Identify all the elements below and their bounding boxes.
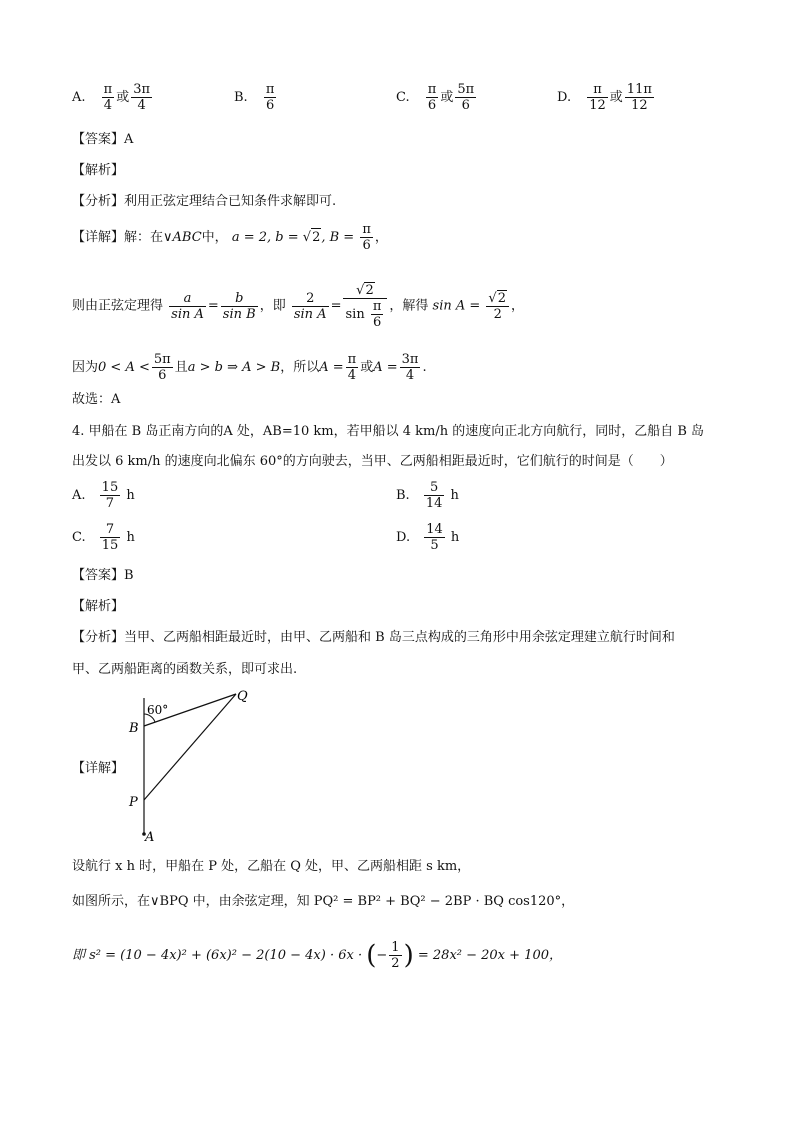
fraction xyxy=(486,290,509,322)
or-text: 或 xyxy=(440,90,454,105)
angle-label: 60° xyxy=(147,703,169,717)
q3-choose: 故选：A xyxy=(72,392,121,407)
equation: 即 s² = (10 − 4x)² + (6x)² − 2(10 − 4x) · 6x · xyxy=(72,948,363,963)
fraction xyxy=(292,291,329,322)
text: 【详解】解：在 xyxy=(72,230,164,245)
fraction xyxy=(152,352,173,383)
denominator: 5 xyxy=(430,538,439,553)
or-text: 或 xyxy=(116,90,130,105)
numerator: 5 xyxy=(424,480,445,496)
denominator: 12 xyxy=(631,98,648,113)
numerator: 15 xyxy=(101,480,119,495)
text: 或 xyxy=(360,360,374,375)
text: 且 xyxy=(174,360,188,375)
denominator: 14 xyxy=(425,496,443,511)
fraction xyxy=(587,82,608,113)
text: . xyxy=(422,360,427,375)
triangle: ∨ABC xyxy=(163,230,202,245)
q4-detail-heading: 【详解】 xyxy=(72,761,125,776)
numerator: √2 xyxy=(343,282,387,299)
paren: ( xyxy=(366,940,377,971)
q3-sine-line: 则由正弦定理得 $\frac{a}{\text{sin A}}$ = $\frac{b}{\text{sin B}}$ ，即 $\frac{2}{\text{sin A}}$ = √2 sin $\frac{\pi}{6}$ ，解得 sin A = $\frac{√2}{2}$ ， xyxy=(72,283,525,330)
label-p: P xyxy=(129,795,138,810)
unit: h xyxy=(126,530,135,545)
numerator: 5π xyxy=(457,82,475,97)
text: ，解得 xyxy=(389,298,429,314)
equation: A = xyxy=(319,360,344,375)
fraction xyxy=(360,222,373,253)
denominator: 6 xyxy=(427,98,437,113)
q4-analysis-heading: 【解析】 xyxy=(72,599,125,614)
denominator: sin A xyxy=(293,306,327,322)
sqrt: √2 xyxy=(302,230,321,245)
q4-option-c xyxy=(72,522,135,553)
option-label: C. xyxy=(72,530,86,545)
numerator: 14 xyxy=(426,522,443,537)
q4-option-d xyxy=(396,522,459,553)
numerator: 5π xyxy=(153,352,171,367)
numerator: 7 xyxy=(100,522,121,538)
label-b: B xyxy=(129,721,139,736)
text: 中， xyxy=(201,230,228,245)
numerator: π xyxy=(587,82,608,98)
triangle-figure xyxy=(120,684,260,846)
fraction xyxy=(264,82,277,113)
q4-fenxi-line-2: 甲、乙两船距离的函数关系，即可求出. xyxy=(72,662,298,677)
unit: h xyxy=(450,530,460,545)
numerator: π xyxy=(372,299,382,314)
equation: a = 2, b = xyxy=(231,230,303,245)
q3-answer: 【答案】A xyxy=(72,132,134,147)
text: ， xyxy=(374,230,388,245)
fraction xyxy=(343,282,387,330)
denominator: 4 xyxy=(103,98,113,113)
fraction xyxy=(424,480,445,511)
sqrt-arg: 2 xyxy=(312,230,321,245)
q4-option-a xyxy=(72,480,135,511)
numerator: b xyxy=(221,291,258,307)
q4-text-line-2: 出发以 6 km/h 的速度向北偏东 60°的方向驶去，当甲、乙两船相距最近时，它们航行的时间是（ ） xyxy=(72,454,673,469)
sqrt-arg: 2 xyxy=(497,291,506,306)
equation: , B = xyxy=(321,230,359,245)
numerator: π xyxy=(347,352,357,367)
numerator: π xyxy=(362,222,371,237)
option-label: B. xyxy=(396,488,410,503)
option-label: D. xyxy=(557,90,572,105)
q3-option-a xyxy=(72,82,154,113)
equation: a > b ⇒ A > B xyxy=(187,360,281,375)
denominator: sin A xyxy=(171,306,204,322)
q3-fenxi: 【分析】利用正弦定理结合已知条件求解即可. xyxy=(72,194,337,209)
fraction xyxy=(346,352,359,383)
q4-text-line-1: 4. 甲船在 B 岛正南方向的A 处，AB=10 km，若甲船以 4 km/h 的速度向正北方向航行，同时，乙船自 B 岛 xyxy=(72,424,705,439)
fraction xyxy=(426,82,439,113)
or-text: 或 xyxy=(609,90,623,105)
numerator: π xyxy=(427,82,437,97)
numerator: 1 xyxy=(391,940,400,955)
q3-option-d xyxy=(557,82,656,113)
q3-analysis-heading: 【解析】 xyxy=(72,163,125,178)
text: 因为 xyxy=(72,360,99,375)
denominator: 12 xyxy=(589,98,606,113)
paren: ) xyxy=(403,940,414,971)
denominator: 4 xyxy=(405,368,415,383)
label-q: Q xyxy=(237,689,248,704)
denominator: sin B xyxy=(222,306,256,322)
numerator: √2 xyxy=(486,290,509,307)
denominator: 15 xyxy=(101,538,119,553)
denominator: 6 xyxy=(362,238,371,253)
option-label: A. xyxy=(72,488,86,503)
numerator: 3π xyxy=(401,352,419,367)
denominator: 6 xyxy=(461,98,470,113)
option-label: A. xyxy=(72,90,86,105)
q4-answer: 【答案】B xyxy=(72,568,134,583)
fraction xyxy=(100,480,121,511)
denominator xyxy=(343,299,387,330)
q3-option-c xyxy=(396,82,478,113)
q3-because-line xyxy=(72,352,427,383)
fraction xyxy=(100,522,121,553)
option-label: C. xyxy=(396,90,410,105)
denominator: 6 xyxy=(372,315,382,330)
equation: A = xyxy=(373,360,398,375)
fraction xyxy=(131,82,152,113)
equation: sin A = xyxy=(432,298,485,314)
q4-option-b xyxy=(396,480,459,511)
numerator: a xyxy=(169,291,206,307)
fraction xyxy=(221,291,258,322)
equation: 0 < A < xyxy=(98,360,150,375)
q3-detail-line xyxy=(72,222,388,253)
fraction xyxy=(169,291,206,322)
text: ，即 xyxy=(259,298,286,314)
q4-detail-line-3: 即 s² = (10 − 4x)² + (6x)² − 2(10 − 4x) · 6x · (− $\frac{1}{2}$ ) = 28x² − 20x + 100， xyxy=(72,940,562,971)
text: 则由正弦定理得 xyxy=(72,298,164,314)
option-label: D. xyxy=(396,530,411,545)
equation: = 28x² − 20x + 100， xyxy=(417,948,562,963)
text: sin xyxy=(345,307,365,322)
fraction xyxy=(625,82,654,113)
denominator: 7 xyxy=(105,496,115,511)
numerator: 3π xyxy=(133,82,151,97)
fraction xyxy=(102,82,115,113)
fraction xyxy=(455,82,476,113)
denominator: 4 xyxy=(137,98,146,113)
fraction xyxy=(371,299,384,330)
unit: h xyxy=(126,488,135,503)
denominator: 2 xyxy=(493,307,502,322)
numerator: π xyxy=(265,82,275,97)
numerator: π xyxy=(103,82,113,97)
denominator: 6 xyxy=(158,368,167,383)
fraction xyxy=(400,352,421,383)
unit: h xyxy=(450,488,459,503)
q4-fenxi-line-1: 【分析】当甲、乙两船相距最近时，由甲、乙两船和 B 岛三点构成的三角形中用余弦定理建立航行时间和 xyxy=(72,630,675,645)
numerator: 11π xyxy=(626,82,652,97)
numerator: 2 xyxy=(292,291,329,307)
denominator: 2 xyxy=(391,956,400,971)
sqrt-arg: 2 xyxy=(365,283,374,298)
fraction xyxy=(389,940,401,971)
q4-detail-line-2: 如图所示，在∨BPQ 中，由余弦定理，知 PQ² = BP² + BQ² − 2BP · BQ cos120°， xyxy=(72,894,575,909)
label-a: A xyxy=(145,830,155,845)
fraction xyxy=(424,522,445,553)
q3-option-b xyxy=(234,82,278,113)
text: ，所以 xyxy=(280,360,320,375)
option-label: B. xyxy=(234,90,248,105)
denominator: 6 xyxy=(265,98,275,113)
q4-detail-line-1: 设航行 x h 时，甲船在 P 处，乙船在 Q 处，甲、乙两船相距 s km， xyxy=(72,859,471,874)
denominator: 4 xyxy=(347,368,357,383)
